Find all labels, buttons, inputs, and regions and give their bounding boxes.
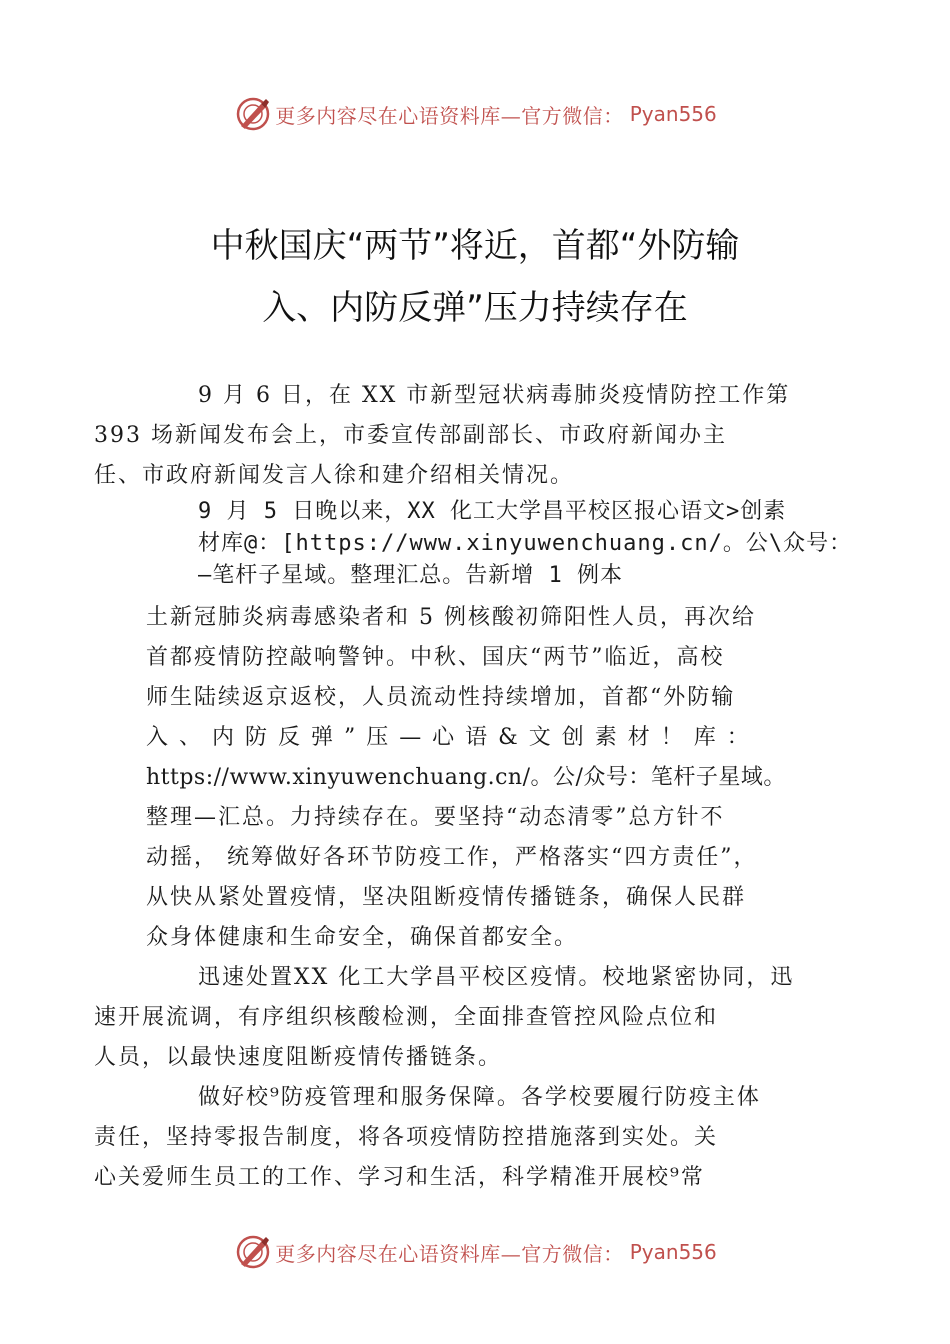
pen-logo-icon xyxy=(233,1232,273,1272)
paragraph-2-line: https://www.xinyuwenchuang.cn/。公/众号：笔杆子星域。 xyxy=(146,765,786,790)
paragraph-2-line: 土新冠肺炎病毒感染者和 5 例核酸初筛阳性人员，再次给 xyxy=(146,605,756,630)
header-banner xyxy=(0,92,950,136)
document-body xyxy=(94,376,853,1198)
paragraph-2-line: 动摇， 统筹做好各环节防疫工作，严格落实“四方责任”， xyxy=(146,845,758,870)
paragraph-3-line: 迅速处置XX 化工大学昌平校区疫情。校地紧密协同，迅 xyxy=(198,965,795,990)
paragraph-4-line: 心关爱师生员工的工作、学习和生活，科学精准开展校⁹常 xyxy=(94,1165,705,1190)
note-line: —笔杆子星域。整理汇总。告新增 1 例本 xyxy=(198,563,623,588)
header-banner-text: 更多内容尽在心语资料库—官方微信： xyxy=(275,103,624,128)
inserted-note xyxy=(198,496,853,592)
paragraph-3-line: 人员，以最快速度阻断疫情传播链条。 xyxy=(94,1045,503,1070)
paragraph-2-line: 首都疫情防控敲响警钟。中秋、国庆“两节”临近，高校 xyxy=(146,645,725,670)
paragraph-1-line: 393 场新闻发布会上，市委宣传部副部长、市政府新闻办主 xyxy=(94,423,727,448)
title-line-1: 中秋国庆“两节”将近，首都“外防输 xyxy=(210,226,740,266)
paragraph-2-line: 入 、 内 防 反 弹 ” 压 — 心 语 & 文 创 素 材 ！ 库 ： xyxy=(146,725,751,750)
paragraph-2-line: 从快从紧处置疫情，坚决阻断疫情传播链条，确保人民群 xyxy=(146,885,747,910)
paragraph-1-line: 9 月 6 日，在 XX 市新型冠状病毒肺炎疫情防控工作第 xyxy=(198,383,791,408)
paragraph-3-line: 速开展流调，有序组织核酸检测，全面排查管控风险点位和 xyxy=(94,1005,719,1030)
paragraph-2-line: 师生陆续返京返校，人员流动性持续增加，首都“外防输 xyxy=(146,685,736,710)
pen-logo-icon xyxy=(233,94,273,134)
footer-banner-text: 更多内容尽在心语资料库—官方微信： xyxy=(275,1241,624,1266)
footer-banner xyxy=(0,1230,950,1274)
title-line-2: 入、内防反弹”压力持续存在 xyxy=(262,288,688,328)
note-line: 9 月 5 日晚以来，XX 化工大学昌平校区报心语文>创素 xyxy=(198,499,787,524)
document-title xyxy=(100,215,850,339)
paragraph-4-line: 做好校⁹防疫管理和服务保障。各学校要履行防疫主体 xyxy=(198,1085,761,1110)
note-line: 材库@：[https://www.xinyuwenchuang.cn/。公\众号： xyxy=(198,531,853,556)
paragraph-2-line: 众身体健康和生命安全，确保首都安全。 xyxy=(146,925,579,950)
paragraph-2-line: 整理—汇总。力持续存在。要坚持“动态清零”总方针不 xyxy=(146,805,725,830)
paragraph-4-line: 责任，坚持零报告制度，将各项疫情防控措施落到实处。关 xyxy=(94,1125,719,1150)
paragraph-3 xyxy=(94,958,836,1078)
footer-wechat-id: Pyan556 xyxy=(629,1240,717,1264)
paragraph-1-line: 任、市政府新闻发言人徐和建介绍相关情况。 xyxy=(94,463,575,488)
paragraph-4 xyxy=(94,1078,836,1198)
header-wechat-id: Pyan556 xyxy=(629,102,717,126)
paragraph-2 xyxy=(146,598,836,958)
paragraph-1 xyxy=(94,376,836,496)
